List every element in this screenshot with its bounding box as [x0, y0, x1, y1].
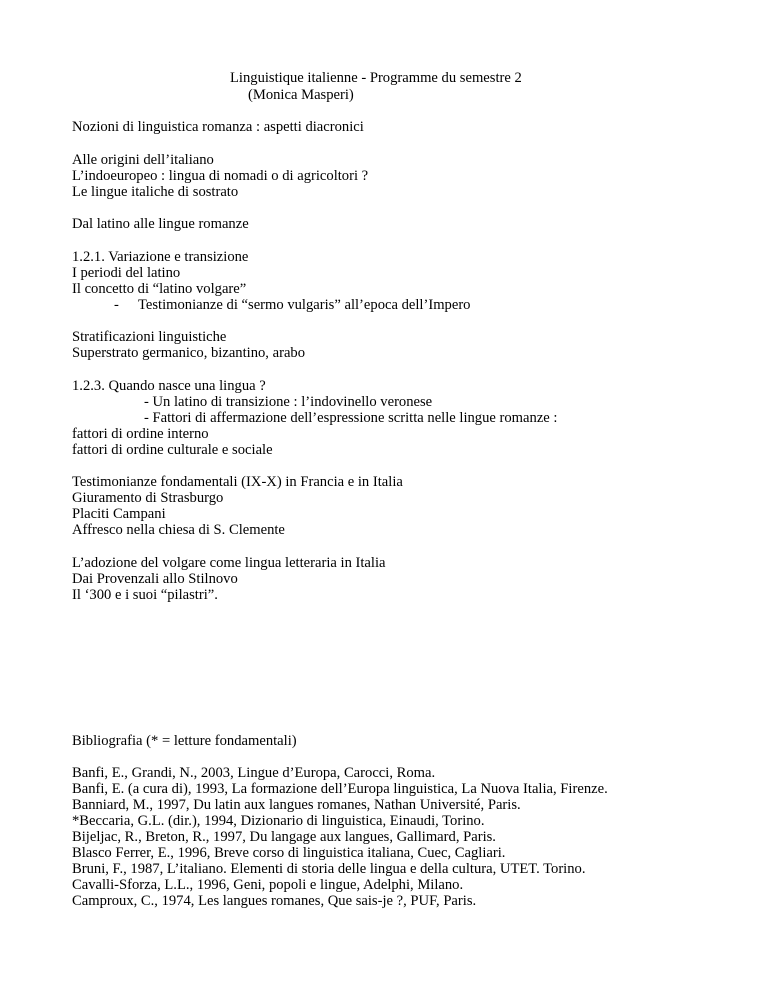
birth-sub-item: - Un latino di transizione : l’indovinello veronese — [144, 394, 433, 410]
variation-item: Il concetto di “latino volgare” — [72, 281, 247, 297]
vernacular-item: Il ‘300 e i suoi “pilastri”. — [72, 587, 218, 603]
bibliography-entry: Banfi, E. (a cura di), 1993, La formazione dell’Europa linguistica, La Nuova Italia, Firenze. — [72, 781, 608, 797]
dash-bullet: - — [114, 297, 119, 313]
origins-item: Le lingue italiche di sostrato — [72, 184, 239, 200]
birth-item: fattori di ordine interno — [72, 426, 209, 442]
bibliography-entry: Banfi, E., Grandi, N., 2003, Lingue d’Europa, Carocci, Roma. — [72, 765, 436, 781]
testimonies-heading: Testimonianze fondamentali (IX-X) in Francia e in Italia — [72, 474, 403, 490]
origins-item: L’indoeuropeo : lingua di nomadi o di agricoltori ? — [72, 168, 369, 184]
birth-sub-item: - Fattori di affermazione dell’espressione scritta nelle lingue romanze : — [144, 410, 558, 426]
vernacular-item: Dai Provenzali allo Stilnovo — [72, 571, 238, 587]
origins-heading: Alle origini dell’italiano — [72, 152, 214, 168]
stratification-heading: Stratificazioni linguistiche — [72, 329, 227, 345]
variation-heading: 1.2.1. Variazione e transizione — [72, 249, 249, 265]
variation-item: I periodi del latino — [72, 265, 181, 281]
section-title: Nozioni di linguistica romanza : aspetti diacronici — [72, 119, 364, 135]
birth-heading: 1.2.3. Quando nasce una lingua ? — [72, 378, 266, 394]
bibliography-entry: Blasco Ferrer, E., 1996, Breve corso di linguistica italiana, Cuec, Cagliari. — [72, 845, 506, 861]
bibliography-entry: Banniard, M., 1997, Du latin aux langues romanes, Nathan Université, Paris. — [72, 797, 521, 813]
bibliography-entry: Camproux, C., 1974, Les langues romanes, Que sais-je ?, PUF, Paris. — [72, 893, 477, 909]
document-title: Linguistique italienne - Programme du semestre 2 — [230, 70, 522, 86]
testimonies-item: Placiti Campani — [72, 506, 166, 522]
variation-bullet-item — [114, 297, 470, 314]
document-author: (Monica Masperi) — [248, 87, 354, 103]
variation-bullet-text: Testimonianze di “sermo vulgaris” all’epoca dell’Impero — [138, 297, 471, 313]
bibliography-entry: Bruni, F., 1987, L’italiano. Elementi di storia delle lingua e della cultura, UTET. Torino. — [72, 861, 586, 877]
testimonies-item: Giuramento di Strasburgo — [72, 490, 224, 506]
bibliography-entry: Cavalli-Sforza, L.L., 1996, Geni, popoli e lingue, Adelphi, Milano. — [72, 877, 464, 893]
vernacular-heading: L’adozione del volgare come lingua letteraria in Italia — [72, 555, 386, 571]
birth-item: fattori di ordine culturale e sociale — [72, 442, 273, 458]
bibliography-entry: Bijeljac, R., Breton, R., 1997, Du langage aux langues, Gallimard, Paris. — [72, 829, 496, 845]
bibliography-heading: Bibliografia (* = letture fondamentali) — [72, 733, 297, 749]
stratification-item: Superstrato germanico, bizantino, arabo — [72, 345, 306, 361]
testimonies-item: Affresco nella chiesa di S. Clemente — [72, 522, 285, 538]
bibliography-entry: *Beccaria, G.L. (dir.), 1994, Dizionario di linguistica, Einaudi, Torino. — [72, 813, 485, 829]
latin-to-romance-heading: Dal latino alle lingue romanze — [72, 216, 249, 232]
